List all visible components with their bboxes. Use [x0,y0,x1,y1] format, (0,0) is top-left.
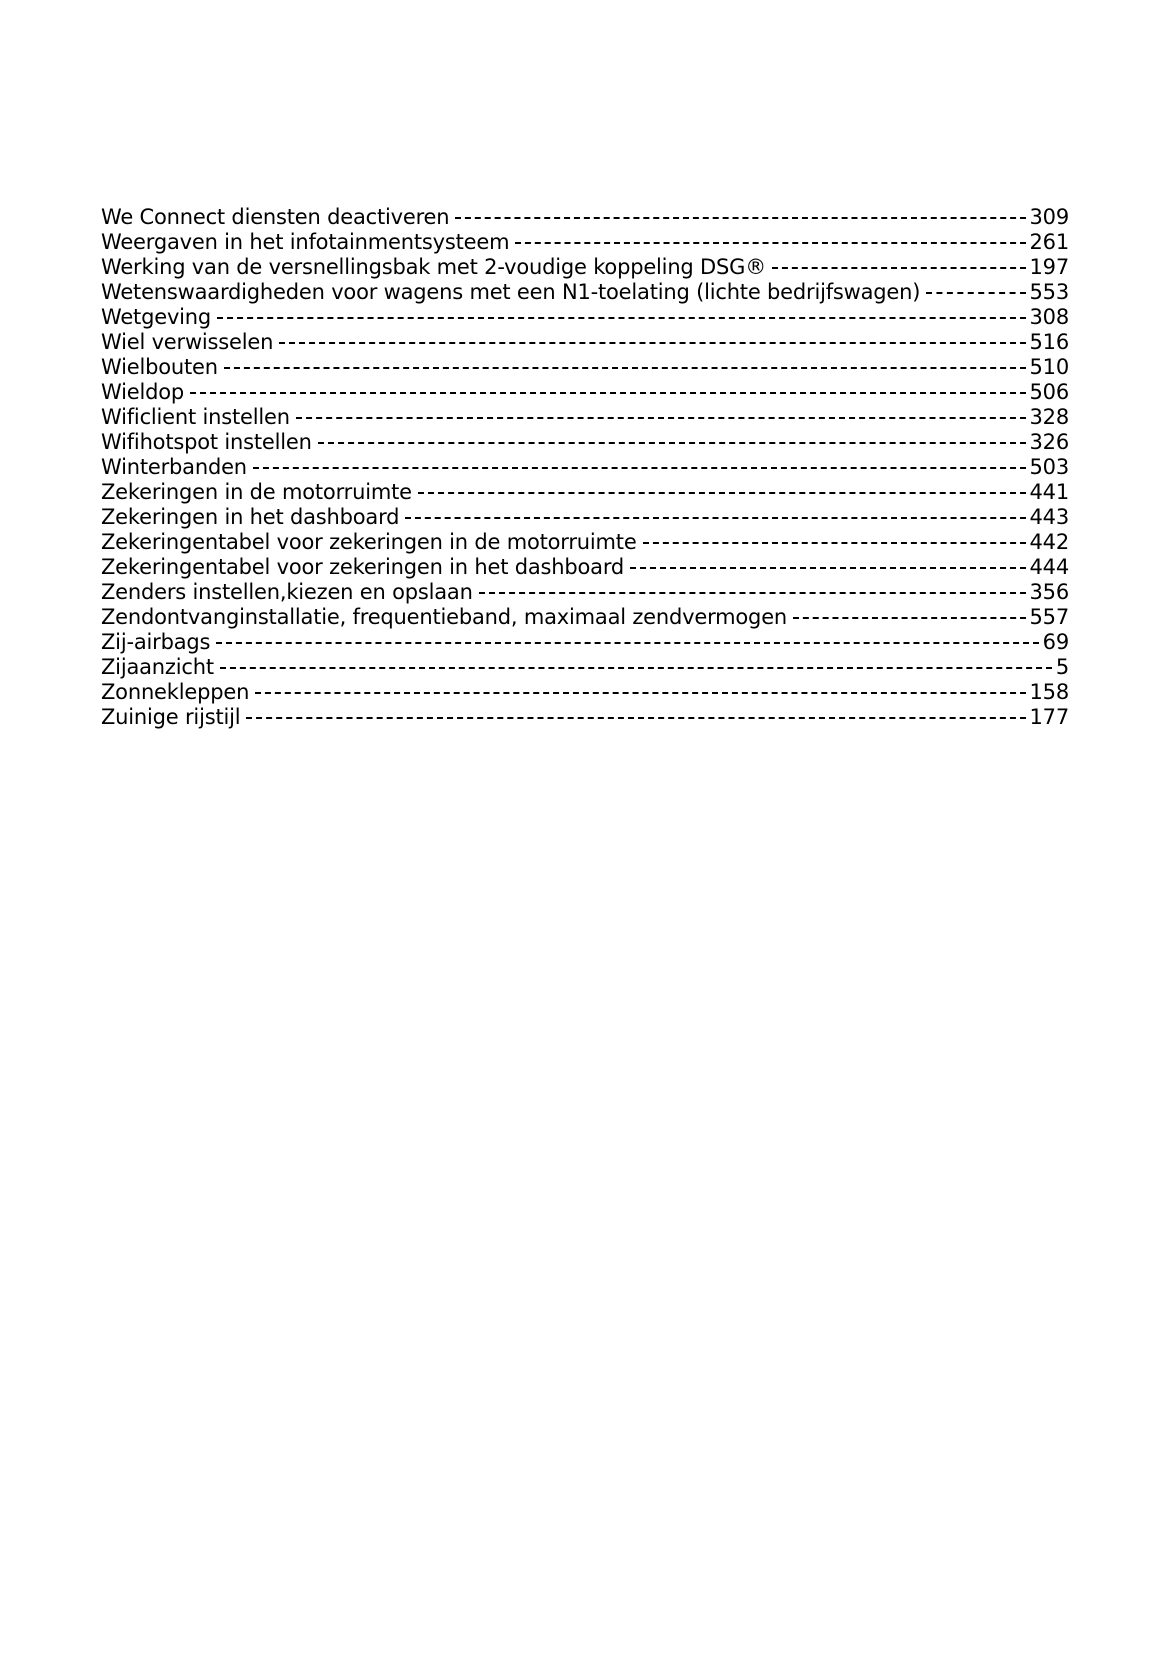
entry-page-number: 308 [1029,305,1069,329]
dot-leader [405,499,1025,524]
entry-label: Wificlient instellen [101,405,290,429]
index-entry[interactable] [101,324,1069,354]
dot-leader [190,374,1026,399]
entry-label: Werking van de versnellingsbak met 2-voudige koppeling DSG® [101,255,767,279]
entry-page-number: 506 [1029,380,1069,404]
entry-label: Zekeringentabel voor zekeringen in het dashboard [101,555,625,579]
entry-label: Zekeringen in het dashboard [101,505,400,529]
entry-label: Wieldop [101,380,184,404]
entry-label: We Connect diensten deactiveren [101,205,450,229]
entry-label: Zekeringentabel voor zekeringen in de motorruimte [101,530,637,554]
entry-label: Wetenswaardigheden voor wagens met een N1-toelating (lichte bedrijfswagen) [101,280,921,304]
dot-leader [772,249,1026,274]
index-entry[interactable] [101,649,1069,679]
entry-page-number: 441 [1029,480,1069,504]
index-entry[interactable] [101,349,1069,379]
index-entry[interactable] [101,699,1069,729]
index-entry[interactable] [101,374,1069,404]
dot-leader [630,549,1026,574]
dot-leader [926,274,1025,299]
dot-leader [479,574,1026,599]
dot-leader [216,624,1038,649]
entry-label: Zekeringen in de motorruimte [101,480,412,504]
entry-label: Winterbanden [101,455,247,479]
entry-label: Wiel verwisselen [101,330,274,354]
entry-page-number: 309 [1029,205,1069,229]
entry-page-number: 444 [1029,555,1069,579]
dot-leader [643,524,1026,549]
entry-label: Weergaven in het infotainmentsysteem [101,230,510,254]
entry-page-number: 261 [1029,230,1069,254]
entry-label: Wifihotspot instellen [101,430,312,454]
entry-page-number: 328 [1029,405,1069,429]
entry-label: Zendontvanginstallatie, frequentieband, maximaal zendvermogen [101,605,788,629]
dot-leader [224,349,1026,374]
entry-page-number: 516 [1029,330,1069,354]
dot-leader [455,199,1025,224]
entry-label: Zij-airbags [101,630,211,654]
dot-leader [255,674,1025,699]
entry-page-number: 557 [1029,605,1069,629]
dot-leader [279,324,1025,349]
index-entry[interactable] [101,624,1069,654]
entry-label: Zuinige rijstijl [101,705,241,729]
dot-leader [220,649,1052,674]
dot-leader [515,224,1025,249]
index-entry[interactable] [101,399,1069,429]
entry-page-number: 177 [1029,705,1069,729]
entry-label: Wielbouten [101,355,218,379]
entry-page-number: 5 [1055,655,1069,679]
entry-page-number: 158 [1029,680,1069,704]
dot-leader [418,474,1026,499]
index-entry[interactable] [101,674,1069,704]
entry-label: Zijaanzicht [101,655,214,679]
entry-page-number: 69 [1042,630,1069,654]
entry-page-number: 442 [1029,530,1069,554]
dot-leader [318,424,1026,449]
entry-page-number: 503 [1029,455,1069,479]
entry-page-number: 326 [1029,430,1069,454]
entry-page-number: 553 [1029,280,1069,304]
entry-page-number: 443 [1029,505,1069,529]
index-entry[interactable] [101,299,1069,329]
entry-page-number: 356 [1029,580,1069,604]
entry-label: Zonnekleppen [101,680,250,704]
dot-leader [217,299,1025,324]
dot-leader [296,399,1026,424]
dot-leader [793,599,1025,624]
entry-page-number: 197 [1029,255,1069,279]
dot-leader [253,449,1026,474]
entry-page-number: 510 [1029,355,1069,379]
entry-label: Zenders instellen,kiezen en opslaan [101,580,473,604]
index-entry[interactable] [101,199,1069,229]
dot-leader [246,699,1025,724]
entry-label: Wetgeving [101,305,212,329]
index-list [101,199,1069,729]
